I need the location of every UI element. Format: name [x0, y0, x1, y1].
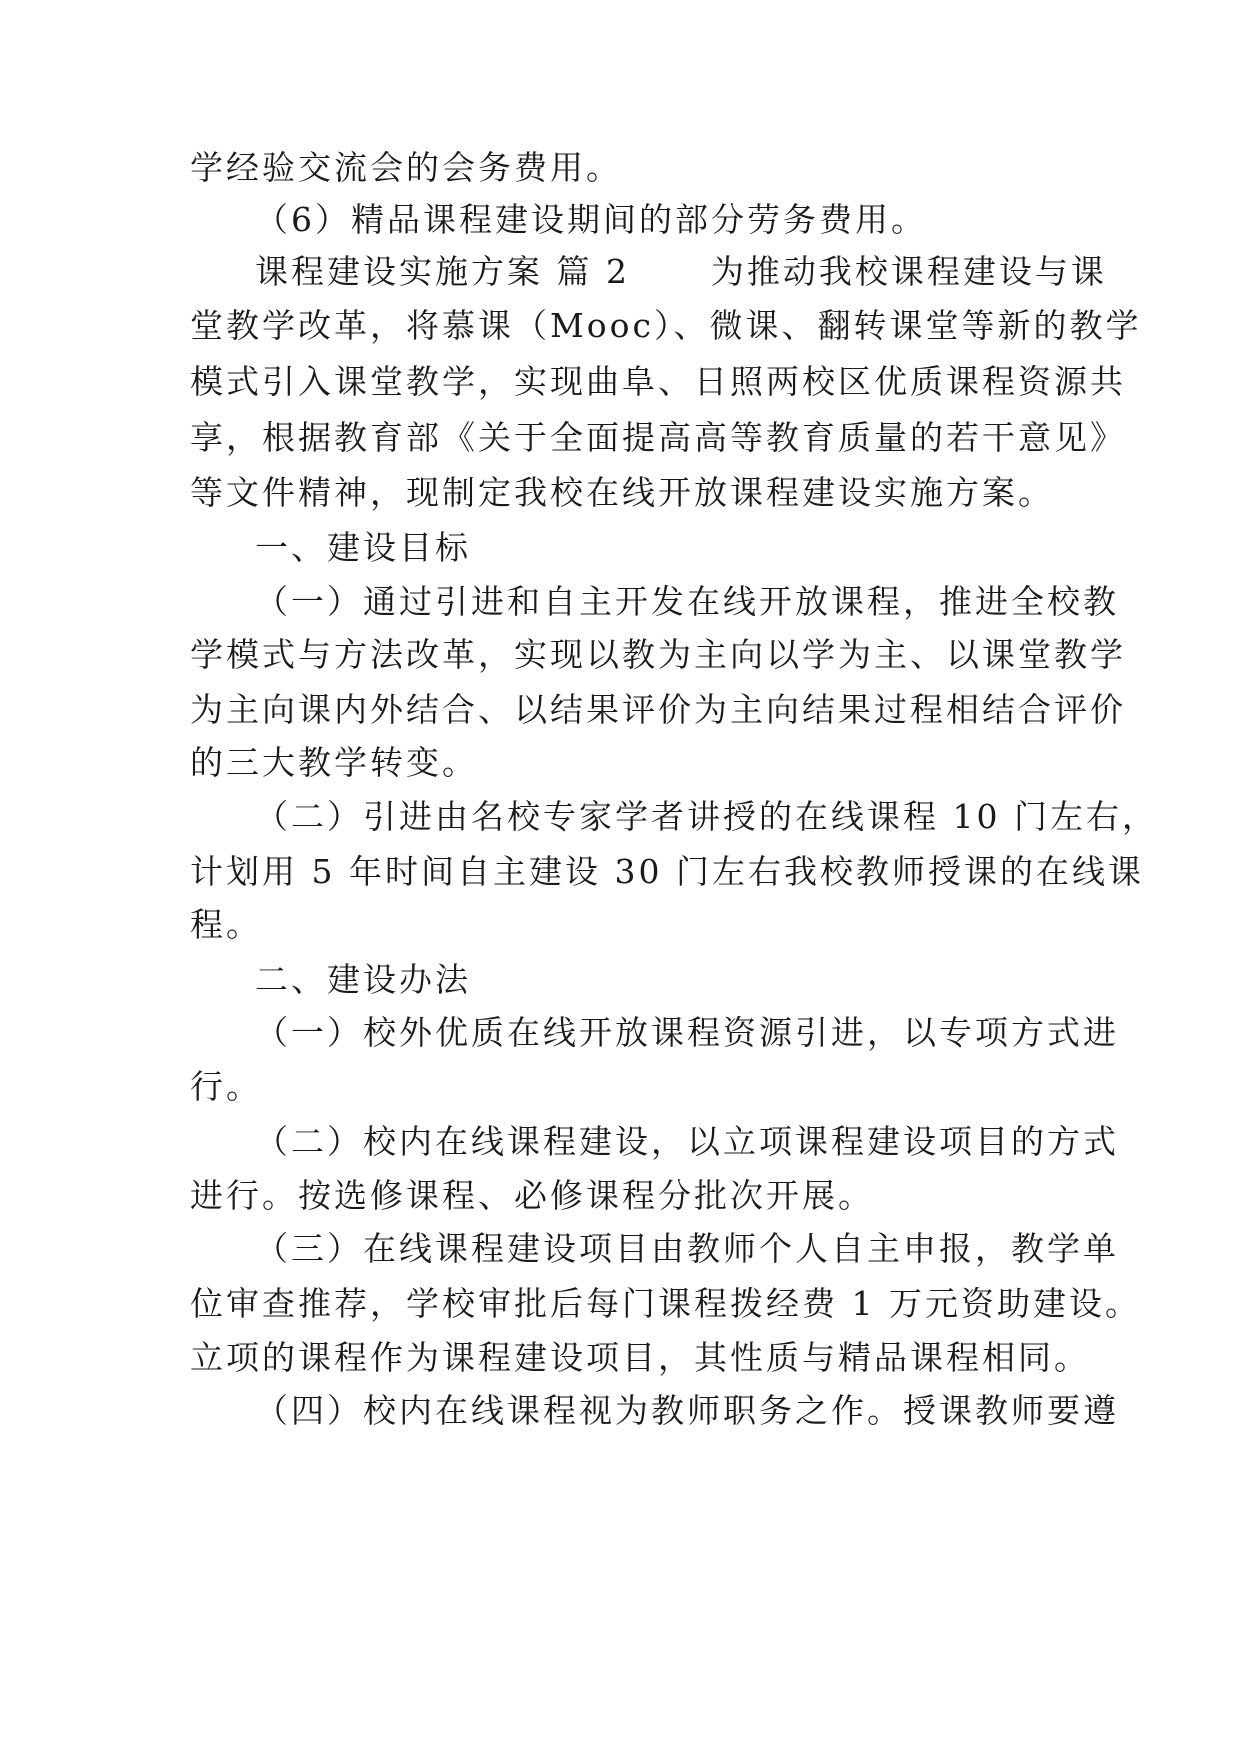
- text-line: （一）通过引进和自主开发在线开放课程，推进全校教: [255, 582, 1119, 621]
- text-line: （二）校内在线课程建设，以立项课程建设项目的方式: [255, 1122, 1119, 1161]
- text-line: （二）引进由名校专家学者讲授的在线课程 10 门左右，: [255, 797, 1158, 836]
- text-line: 享，根据教育部《关于全面提高高等教育质量的若干意见》: [190, 418, 1126, 457]
- text-line: 为主向课内外结合、以结果评价为主向结果过程相结合评价: [190, 690, 1126, 729]
- text-line: （6）精品课程建设期间的部分劳务费用。: [255, 200, 927, 239]
- text-line: 程。: [190, 905, 262, 944]
- section-heading: 一、建设目标: [255, 528, 471, 567]
- section-heading: 二、建设办法: [255, 960, 471, 999]
- text-line: 的三大教学转变。: [190, 743, 478, 782]
- text-line: （三）在线课程建设项目由教师个人自主申报，教学单: [255, 1229, 1119, 1268]
- text-line: 位审查推荐，学校审批后每门课程拨经费 1 万元资助建设。: [190, 1284, 1141, 1323]
- text-line: 行。: [190, 1067, 262, 1106]
- text-line: 进行。按选修课程、必修课程分批次开展。: [190, 1176, 874, 1215]
- text-line: 课程建设实施方案 篇 2 为推动我校课程建设与课: [255, 252, 1107, 291]
- text-line: 学经验交流会的会务费用。: [190, 148, 622, 187]
- text-line: 堂教学改革，将慕课（Mooc）、微课、翻转课堂等新的教学: [190, 306, 1142, 345]
- text-line: 计划用 5 年时间自主建设 30 门左右我校教师授课的在线课: [190, 852, 1144, 891]
- text-line: （四）校内在线课程视为教师职务之作。授课教师要遵: [255, 1391, 1119, 1430]
- text-line: 立项的课程作为课程建设项目，其性质与精品课程相同。: [190, 1338, 1090, 1377]
- text-line: 模式引入课堂教学，实现曲阜、日照两校区优质课程资源共: [190, 362, 1126, 401]
- text-line: 等文件精神，现制定我校在线开放课程建设实施方案。: [190, 473, 1054, 512]
- text-line: 学模式与方法改革，实现以教为主向以学为主、以课堂教学: [190, 635, 1126, 674]
- text-line: （一）校外优质在线开放课程资源引进，以专项方式进: [255, 1013, 1119, 1052]
